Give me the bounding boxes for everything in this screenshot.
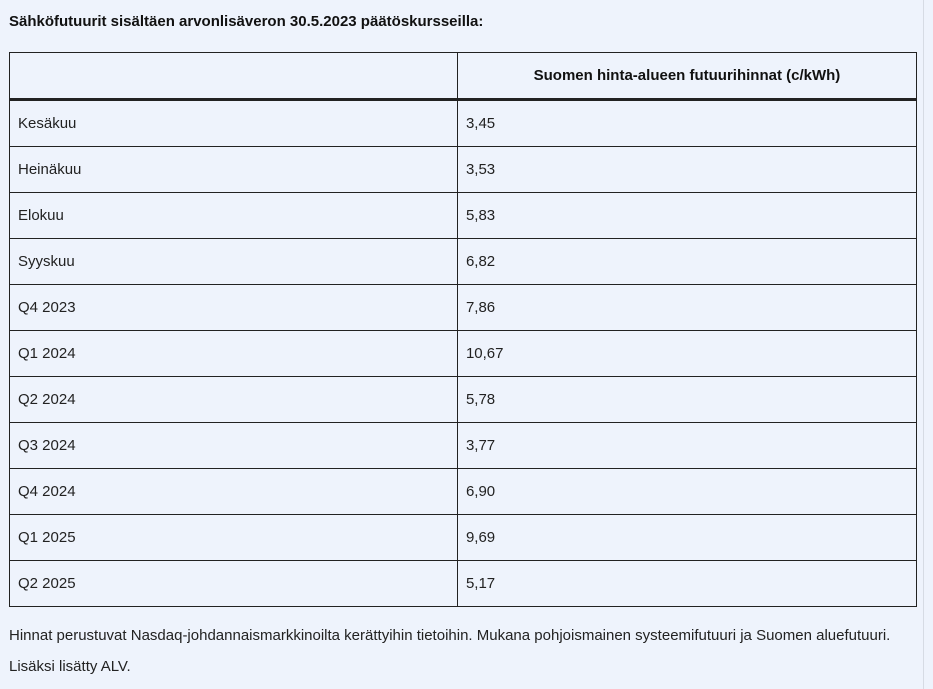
table-body (10, 100, 917, 607)
table-row (10, 193, 917, 239)
period-cell: Q4 2024 (10, 469, 458, 515)
price-cell: 3,77 (457, 423, 916, 469)
table-heading: Sähköfutuurit sisältäen arvonlisäveron 30.5.2023 päätöskursseilla: (9, 13, 484, 30)
price-cell: 5,78 (457, 377, 916, 423)
price-cell: 5,83 (457, 193, 916, 239)
table-row (10, 285, 917, 331)
table-row (10, 561, 917, 607)
table-row (10, 147, 917, 193)
period-cell: Syyskuu (10, 239, 458, 285)
futures-price-table (9, 52, 917, 607)
period-cell: Q4 2023 (10, 285, 458, 331)
price-cell: 5,17 (457, 561, 916, 607)
period-cell: Q2 2024 (10, 377, 458, 423)
period-cell: Kesäkuu (10, 100, 458, 147)
table-header (10, 53, 917, 100)
period-cell: Q1 2025 (10, 515, 458, 561)
table-row (10, 100, 917, 147)
price-cell: 3,53 (457, 147, 916, 193)
period-cell: Q2 2025 (10, 561, 458, 607)
table-row (10, 423, 917, 469)
header-row (10, 53, 917, 100)
table-row (10, 239, 917, 285)
table-row (10, 469, 917, 515)
price-cell: 9,69 (457, 515, 916, 561)
page-edge-divider (923, 0, 924, 689)
table-row (10, 515, 917, 561)
price-cell: 10,67 (457, 331, 916, 377)
table-row (10, 377, 917, 423)
header-period (10, 53, 458, 100)
price-cell: 6,82 (457, 239, 916, 285)
table-row (10, 331, 917, 377)
period-cell: Elokuu (10, 193, 458, 239)
table-footnote: Hinnat perustuvat Nasdaq-johdannaismarkkinoilta kerättyihin tietoihin. Mukana pohjoismainen systeemifutuuri ja Suomen aluefutuuri. Lisäksi lisätty ALV. (9, 627, 891, 675)
period-cell: Q1 2024 (10, 331, 458, 377)
period-cell: Heinäkuu (10, 147, 458, 193)
price-cell: 7,86 (457, 285, 916, 331)
price-cell: 3,45 (457, 100, 916, 147)
header-price: Suomen hinta-alueen futuurihinnat (c/kWh) (457, 53, 916, 100)
period-cell: Q3 2024 (10, 423, 458, 469)
price-cell: 6,90 (457, 469, 916, 515)
